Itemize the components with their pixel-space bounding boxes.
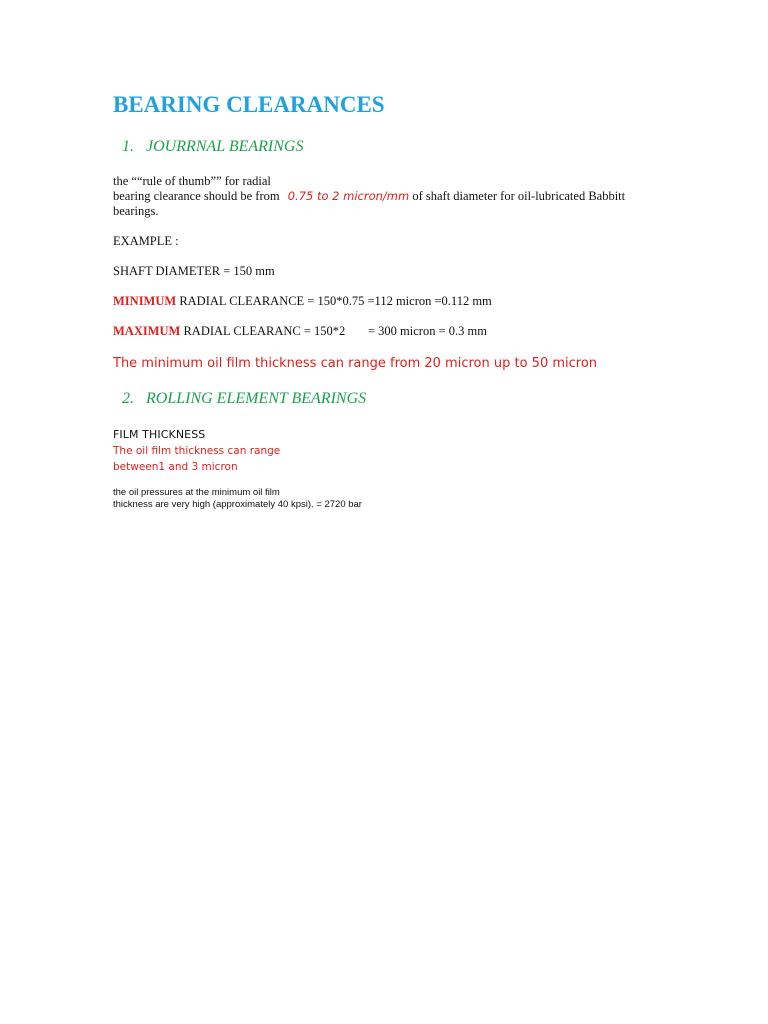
minimum-clearance-line xyxy=(113,294,492,309)
pressure-line1: the oil pressures at the minimum oil film xyxy=(113,487,280,498)
maximum-clearance-line xyxy=(113,324,345,339)
minimum-label: MINIMUM xyxy=(113,294,177,308)
section-title: ROLLING ELEMENT BEARINGS xyxy=(146,390,367,407)
clearance-text-pre: bearing clearance should be from xyxy=(113,189,283,203)
clearance-range-line xyxy=(113,189,625,204)
section-title: JOURRNAL BEARINGS xyxy=(146,138,304,155)
film-thickness-heading: FILM THICKNESS xyxy=(113,428,206,441)
pressure-line2: thickness are very high (approximately 40 kpsi). = 2720 bar xyxy=(113,499,362,510)
film-thickness-line2: between1 and 3 micron xyxy=(113,461,238,473)
section-heading-rolling-element-bearings xyxy=(122,390,366,408)
maximum-result: = 300 micron = 0.3 mm xyxy=(368,324,487,338)
bearings-line: bearings. xyxy=(113,204,159,218)
film-thickness-line1: The oil film thickness can range xyxy=(113,445,281,457)
maximum-calc: RADIAL CLEARANC = 150*2 xyxy=(180,324,346,338)
example-label: EXAMPLE : xyxy=(113,234,179,248)
clearance-text-post: of shaft diameter for oil-lubricated Babbitt xyxy=(409,189,626,203)
minimum-calc: RADIAL CLEARANCE = 150*0.75 =112 micron =0.112 mm xyxy=(176,294,492,308)
section-number: 1. xyxy=(122,138,134,155)
oil-film-note: The minimum oil film thickness can range from 20 micron up to 50 micron xyxy=(113,356,598,371)
shaft-diameter-line: SHAFT DIAMETER = 150 mm xyxy=(113,264,275,278)
rule-of-thumb-line: the ““rule of thumb”” for radial xyxy=(113,174,271,188)
page-title: BEARING CLEARANCES xyxy=(113,92,385,117)
clearance-range-highlight: 0.75 to 2 micron/mm xyxy=(287,189,410,203)
section-heading-journal-bearings xyxy=(122,138,303,156)
maximum-label: MAXIMUM xyxy=(113,324,181,338)
section-number: 2. xyxy=(122,390,134,407)
